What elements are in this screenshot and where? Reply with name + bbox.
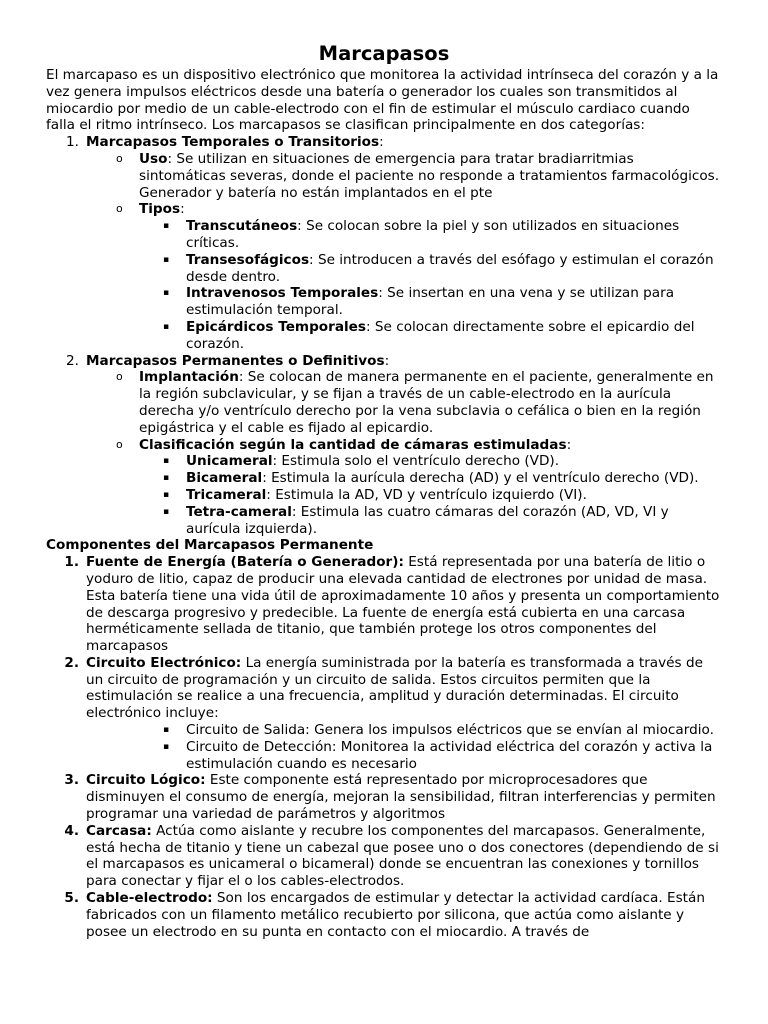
- square-bullet-icon: ▪: [163, 741, 170, 752]
- item-heading: Transcutáneos: [186, 218, 298, 235]
- list-item: [46, 487, 722, 504]
- item-heading: Marcapasos Temporales o Transitorios: [86, 134, 380, 151]
- item-heading: Marcapasos Permanentes o Definitivos: [86, 352, 385, 369]
- square-bullet-icon: ▪: [163, 456, 170, 467]
- item-heading: Circuito Electrónico:: [86, 654, 242, 671]
- square-bullet-icon: ▪: [163, 506, 170, 517]
- list-number: 5.: [64, 890, 79, 907]
- item-text: : Se colocan de manera permanente en el paciente, generalmente en la región subclavicular, y se fijan a través de un cable-electrodo en la aurícula derecha y/o ventrículo derecho por la vena subclavia o cefálica o bien en la región epigástrica y el cable es fijado al epicardio.: [139, 369, 714, 436]
- list-item: [46, 504, 722, 538]
- item-heading: Implantación: [139, 369, 239, 386]
- item-text: Este componente está representado por microprocesadores que disminuyen el consumo de energía, mejoran la sensibilidad, filtran interferencias y permiten programar una variedad de parámetros y algoritmos: [86, 772, 716, 823]
- item-heading: Epicárdicos Temporales: [186, 318, 366, 335]
- item-heading: Bicameral: [186, 470, 263, 487]
- square-bullet-icon: ▪: [163, 321, 170, 332]
- item-heading: Clasificación según la cantidad de cámaras estimuladas: [139, 436, 567, 453]
- list-item: [46, 554, 722, 655]
- item-heading: Tipos: [139, 201, 181, 218]
- section-heading: Componentes del Marcapasos Permanente: [46, 537, 374, 554]
- item-text: :: [566, 436, 572, 453]
- item-text: La energía suministrada por la batería es transformada a través de un circuito de programación y un circuito de salida. Estos circuitos permiten que la estimulación se realice a una frecuencia, amplitud y duración determinadas. El circuito electrónico incluye:: [86, 654, 703, 722]
- item-heading: Cable-electrodo:: [86, 890, 213, 907]
- list-item: [46, 252, 722, 286]
- item-text: :: [384, 352, 390, 369]
- list-item: [46, 470, 722, 487]
- list-item: [46, 722, 722, 739]
- item-text: :: [180, 201, 185, 218]
- list-item: [46, 319, 722, 353]
- list-item: [46, 823, 722, 890]
- item-text: Está representada por una batería de litio o yoduro de litio, capaz de producir una elevada cantidad de electrones por unidad de masa. Esta batería tiene una vida útil de aproximadamente 10 años y presenta un comportamiento de descarga progresivo y predecible. La fuente de energía está cubierta en una carcasa herméticamente sellada de titanio, que también protege los otros componentes del marcapasos: [86, 554, 720, 655]
- list-item: [46, 218, 722, 252]
- list-item: [46, 151, 722, 201]
- item-text: : Se colocan directamente sobre el epicardio del corazón.: [186, 318, 695, 352]
- list-number: 4.: [64, 822, 79, 839]
- item-text: Son los encargados de estimular y detectar la actividad cardíaca. Están fabricados con un filamento metálico recubierto por silicona, que actúa como aislante y posee un electrodo en su punta en contacto con el miocardio. A través de: [86, 890, 705, 940]
- item-text: : Estimula las cuatro cámaras del corazón (AD, VD, VI y aurícula izquierda).: [186, 503, 669, 537]
- list-number: 2.: [64, 654, 79, 671]
- item-text: Circuito de Detección: Monitorea la actividad eléctrica del corazón y activa la estimulación cuando es necesario: [186, 738, 713, 772]
- square-bullet-icon: ▪: [163, 473, 170, 484]
- square-bullet-icon: ▪: [163, 254, 170, 265]
- square-bullet-icon: ▪: [163, 288, 170, 299]
- list-item: [46, 739, 722, 773]
- list-number: 3.: [64, 772, 79, 789]
- item-heading: Tetra-cameral: [186, 503, 292, 520]
- square-bullet-icon: ▪: [163, 725, 170, 736]
- square-bullet-icon: ▪: [163, 221, 170, 232]
- item-text: : Se utilizan en situaciones de emergencia para tratar bradiarritmias sintomáticas severas, donde el paciente no responde a tratamientos farmacológicos. Generador y batería no están implantados en el pte: [139, 150, 720, 201]
- item-text: :: [379, 134, 384, 151]
- circle-bullet-icon: o: [116, 437, 123, 451]
- page-title: Marcapasos: [318, 42, 450, 65]
- list-number: 2.: [66, 352, 79, 369]
- list-item: [46, 890, 722, 940]
- intro-paragraph: El marcapaso es un dispositivo electrónico que monitorea la actividad intrínseca del corazón y a la vez genera impulsos eléctricos desde una batería o generador los cuales son transmitidos al miocardio por medio de un cable-electrodo con el fin de estimular el músculo cardiaco cuando falla el ritmo intrínseco. Los marcapasos se clasifican principalmente en dos categorías:: [46, 67, 719, 134]
- item-text: : Estimula la aurícula derecha (AD) y el ventrículo derecho (VD).: [262, 470, 699, 487]
- list-item: [46, 772, 722, 822]
- list-item: [46, 285, 722, 319]
- item-text: Actúa como aislante y recubre los componentes del marcapasos. Generalmente, está hecha de titanio y tiene un cabezal que posee uno o dos conectores (dependiendo de si el marcapasos es unicameral o bicameral) donde se encuentran las conexiones y tornillos para conectar y fijar el o los cables-electrodos.: [86, 822, 719, 890]
- item-heading: Circuito Lógico:: [86, 772, 206, 789]
- item-heading: Intravenosos Temporales: [186, 285, 379, 302]
- list-number: 1.: [66, 134, 79, 151]
- square-bullet-icon: ▪: [163, 489, 170, 500]
- item-text: : Estimula solo el ventrículo derecho (VD).: [272, 453, 560, 470]
- list-item: [46, 655, 722, 722]
- item-text: : Se colocan sobre la piel y son utilizados en situaciones críticas.: [186, 218, 680, 251]
- item-heading: Uso: [139, 150, 168, 167]
- circle-bullet-icon: o: [116, 202, 123, 216]
- list-item: [46, 353, 722, 370]
- item-heading: Carcasa:: [86, 822, 152, 839]
- list-item: [46, 201, 722, 218]
- item-heading: Unicameral: [186, 453, 273, 470]
- item-text: : Se introducen a través del esófago y estimulan el corazón desde dentro.: [186, 251, 714, 285]
- item-text: Circuito de Salida: Genera los impulsos eléctricos que se envían al miocardio.: [186, 722, 714, 739]
- item-text: : Estimula la AD, VD y ventrículo izquierdo (VI).: [266, 486, 587, 503]
- item-text: : Se insertan en una vena y se utilizan para estimulación temporal.: [186, 285, 675, 319]
- list-item: [46, 453, 722, 470]
- item-heading: Transesofágicos: [186, 251, 310, 268]
- circle-bullet-icon: o: [116, 370, 123, 384]
- item-heading: Tricameral: [186, 486, 267, 503]
- list-number: 1.: [64, 554, 79, 571]
- circle-bullet-icon: o: [116, 151, 123, 165]
- list-item: [46, 437, 722, 454]
- list-item: [46, 369, 722, 436]
- item-heading: Fuente de Energía (Batería o Generador):: [86, 554, 404, 571]
- list-item: [46, 134, 722, 151]
